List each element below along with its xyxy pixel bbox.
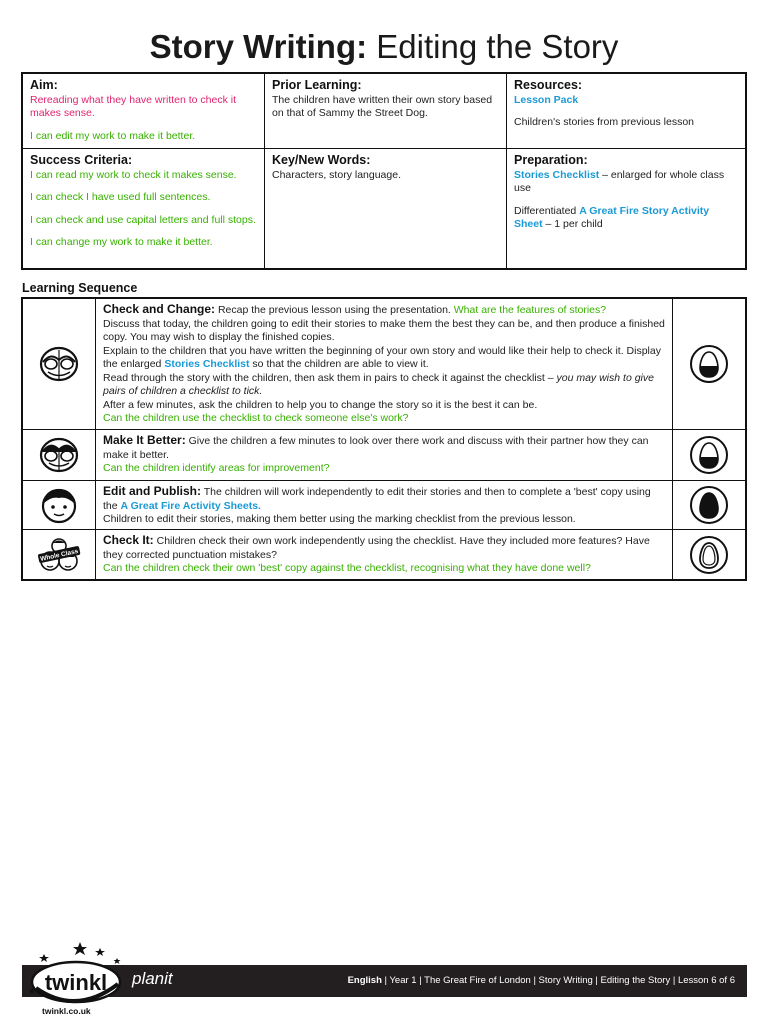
twinkl-wordmark: twinkl [44,970,108,995]
learning-sequence-heading: Learning Sequence [22,281,138,295]
resources-cell [507,74,745,149]
step-title: Check It: [103,533,154,547]
sequence-paragraph [103,534,666,562]
success-criteria-cell [23,149,265,268]
step-title: Make It Better: [103,433,186,447]
aim-heading: Aim: [30,78,58,92]
step-text: Children check their own work independently using the checklist. Have they included more features? Have they corrected punctuation mistakes? [103,535,650,561]
egg-half-icon [672,430,745,480]
sequence-text [96,481,672,530]
sequence-paragraph [103,303,666,318]
preparation-cell [507,149,745,268]
planit-logo-text: plan [132,969,165,988]
sequence-paragraph [103,485,666,513]
sequence-row [23,299,745,430]
step-text: Recap the previous lesson using the presentation. [215,304,454,316]
step-question: What are the features of stories? [453,304,607,316]
planit-logo [132,969,173,989]
prior-learning-heading: Prior Learning: [272,78,362,92]
step-text: The children will work independently to edit their stories and then to complete a 'best' copy using the [103,486,651,512]
step-title: Edit and Publish: [103,484,201,498]
sequence-paragraph [103,345,666,372]
sequence-paragraph: After a few minutes, ask the children to help you to change the story so it is the best it can be. [103,398,538,411]
footer-subject: English [347,975,382,986]
child-face-icon [23,481,96,530]
step-question: Can the children use the checklist to check someone else's work? [103,412,409,424]
key-words-text: Characters, story language. [272,168,401,181]
sequence-row [23,430,745,481]
sequence-paragraph [103,372,666,399]
sequence-text [96,530,672,579]
aim-cell [23,74,265,149]
sequence-paragraph: Children to edit their stories, making them better using the marking checklist from the previous lesson. [103,513,576,525]
resources-heading: Resources: [514,78,583,92]
key-words-heading: Key/New Words: [272,153,371,167]
step-text: Read through the story with the children, then ask them in pairs to check it against the checklist – [103,371,557,384]
sequence-row [23,530,745,579]
step-text: so that the children are able to view it. [249,358,429,370]
prior-learning-text: The children have written their own story based on that of Sammy the Street Dog. [272,93,493,119]
page-title [0,28,768,66]
preparation-item [514,169,738,196]
step-question: Can the children identify areas for improvement? [103,462,330,474]
title-bold: Story Writing: [149,28,368,65]
activity-sheets-link[interactable]: A Great Fire Activity Sheets. [120,499,261,512]
success-item: I can check and use capital letters and full stops. [30,213,256,226]
sequence-paragraph [103,434,666,462]
activity-sheet-link[interactable]: A Great Fire Story Activity Sheet [514,204,710,230]
footer-info [348,975,735,986]
key-words-cell [265,149,507,268]
learning-sequence-table [21,297,747,581]
lesson-plan-grid [21,72,747,270]
preparation-text: – enlarged for whole class use [514,168,725,194]
sequence-text [96,430,672,480]
stories-checklist-link[interactable]: Stories Checklist [164,358,250,370]
prior-learning-cell [265,74,507,149]
footer-details: | Year 1 | The Great Fire of London | Story Writing | Editing the Story | Lesson 6 of 6 [381,975,735,986]
planit-logo-text: it [164,969,173,988]
step-text: Explain to the children that you have written the beginning of your own story and would like their help to check it. Display the enlarged [103,344,661,370]
preparation-heading: Preparation: [514,153,588,167]
sequence-text [96,299,672,429]
egg-full-icon [672,481,745,530]
success-criteria-heading: Success Criteria: [30,153,133,167]
aim-statement: I can edit my work to make it better. [30,129,196,142]
pair-faces-icon [23,430,96,480]
aim-text: Rereading what they have written to check it makes sense. [30,93,237,119]
step-italic-text: you may wish to give pairs of children a checklist to tick. [103,371,654,397]
whole-class-icon [23,530,96,579]
preparation-item [514,205,738,232]
stories-checklist-link[interactable]: Stories Checklist [514,168,600,181]
preparation-text: – 1 per child [542,218,603,230]
pair-faces-icon [23,299,96,429]
preparation-text: Differentiated [514,204,580,217]
title-rest: Editing the Story [376,28,619,65]
step-question: Can the children check their own 'best' copy against the checklist, recognising what they have done well? [103,562,591,574]
step-title: Check and Change: [103,302,216,316]
badge-text: Whole Class [39,547,79,563]
lesson-pack-link[interactable]: Lesson Pack [514,93,579,106]
sequence-row [23,481,745,530]
success-item: I can read my work to check it makes sense. [30,168,237,181]
success-item: I can check I have used full sentences. [30,191,211,203]
sequence-paragraph: Discuss that today, the children going to edit their stories to make them the best they can be, and then produce a finished copy. You may wish to display the finished copies. [103,317,665,343]
egg-outline-icon [672,530,745,579]
step-text: Give the children a few minutes to look over there work and discuss with their partner how they can make it better. [103,435,649,461]
egg-half-icon [672,299,745,429]
success-item: I can change my work to make it better. [30,236,213,248]
resources-text: Children's stories from previous lesson [514,116,694,128]
site-url[interactable]: twinkl.co.uk [42,1006,91,1016]
